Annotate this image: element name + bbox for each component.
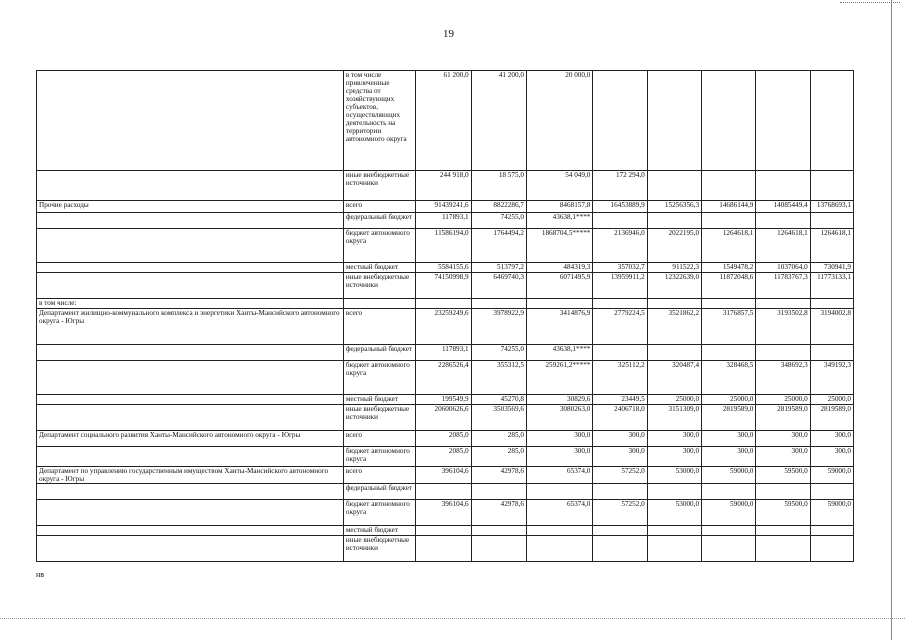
value-cell: 199549,9 (416, 395, 471, 405)
value-cell (471, 299, 526, 309)
row-department-cell (37, 229, 344, 263)
table-row (37, 201, 854, 213)
value-cell: 2085,0 (416, 431, 471, 447)
value-cell: 172 294,0 (593, 171, 647, 201)
value-cell: 300,0 (702, 447, 756, 467)
table-row (37, 213, 854, 229)
value-cell: 348692,3 (756, 361, 810, 395)
value-cell (647, 299, 701, 309)
value-cell: 43638,1**** (526, 213, 592, 229)
value-cell: 59000,0 (702, 467, 756, 484)
row-source-cell: федеральный бюджет (343, 213, 415, 229)
value-cell (647, 213, 701, 229)
value-cell: 91439241,6 (416, 201, 471, 213)
table-row (37, 71, 854, 171)
value-cell: 25000,0 (756, 395, 810, 405)
row-department-cell (37, 484, 344, 500)
value-cell: 2819589,0 (810, 405, 853, 431)
value-cell: 300,0 (756, 431, 810, 447)
row-source-cell: иные внебюджетные источники (343, 536, 415, 562)
value-cell: 11872048,6 (702, 273, 756, 299)
value-cell: 54 049,0 (526, 171, 592, 201)
value-cell (702, 213, 756, 229)
value-cell: 513797,2 (471, 263, 526, 273)
value-cell (810, 71, 853, 171)
value-cell: 349192,3 (810, 361, 853, 395)
row-source-cell: местный бюджет (343, 263, 415, 273)
value-cell: 1764494,2 (471, 229, 526, 263)
value-cell: 259261,2***** (526, 361, 592, 395)
value-cell: 484319,3 (526, 263, 592, 273)
row-department-cell (37, 213, 344, 229)
value-cell: 23449,5 (593, 395, 647, 405)
value-cell: 20 000,0 (526, 71, 592, 171)
value-cell: 117893,1 (416, 345, 471, 361)
table-row (37, 309, 854, 345)
value-cell: 285,0 (471, 431, 526, 447)
value-cell: 8468157,8 (526, 201, 592, 213)
value-cell: 65374,0 (526, 500, 592, 526)
value-cell: 14686144,9 (702, 201, 756, 213)
value-cell: 61 200,0 (416, 71, 471, 171)
value-cell: 325112,2 (593, 361, 647, 395)
row-source-cell: федеральный бюджет (343, 345, 415, 361)
value-cell (702, 484, 756, 500)
value-cell: 1264618,1 (810, 229, 853, 263)
table-row (37, 526, 854, 536)
value-cell (810, 299, 853, 309)
value-cell (756, 299, 810, 309)
value-cell: 300,0 (756, 447, 810, 467)
table-row (37, 484, 854, 500)
value-cell (756, 345, 810, 361)
value-cell: 911522,3 (647, 263, 701, 273)
row-department-cell (37, 405, 344, 431)
value-cell: 1264618,1 (702, 229, 756, 263)
value-cell: 396104,6 (416, 467, 471, 484)
page-number: 19 (443, 28, 454, 40)
value-cell: 2819589,0 (756, 405, 810, 431)
value-cell (593, 71, 647, 171)
row-source-cell: всего (343, 467, 415, 484)
table-row (37, 447, 854, 467)
value-cell: 25000,0 (647, 395, 701, 405)
value-cell: 11783767,3 (756, 273, 810, 299)
table-row (37, 361, 854, 395)
row-source-cell: бюджет автономного округа (343, 500, 415, 526)
value-cell: 11586194,0 (416, 229, 471, 263)
value-cell: 1037064,0 (756, 263, 810, 273)
value-cell (756, 71, 810, 171)
value-cell (593, 345, 647, 361)
value-cell: 5584155,6 (416, 263, 471, 273)
value-cell: 2406718,0 (593, 405, 647, 431)
value-cell: 300,0 (526, 447, 592, 467)
table-row (37, 263, 854, 273)
value-cell: 53000,0 (647, 500, 701, 526)
value-cell: 13768693,1 (810, 201, 853, 213)
value-cell: 41 200,0 (471, 71, 526, 171)
value-cell (416, 484, 471, 500)
value-cell: 3521862,2 (647, 309, 701, 345)
value-cell: 3978922,9 (471, 309, 526, 345)
value-cell (593, 526, 647, 536)
value-cell (526, 536, 592, 562)
value-cell: 16453889,9 (593, 201, 647, 213)
value-cell: 1868704,5***** (526, 229, 592, 263)
value-cell: 12322639,0 (647, 273, 701, 299)
row-source-cell: иные внебюджетные источники (343, 405, 415, 431)
value-cell (647, 484, 701, 500)
value-cell (593, 484, 647, 500)
value-cell: 244 918,0 (416, 171, 471, 201)
value-cell (647, 526, 701, 536)
value-cell: 3151309,0 (647, 405, 701, 431)
value-cell (702, 171, 756, 201)
value-cell: 1264618,1 (756, 229, 810, 263)
value-cell (810, 213, 853, 229)
value-cell: 15256356,3 (647, 201, 701, 213)
row-source-cell: всего (343, 309, 415, 345)
value-cell: 300,0 (526, 431, 592, 447)
row-department-cell (37, 536, 344, 562)
value-cell (702, 345, 756, 361)
value-cell (756, 526, 810, 536)
row-department-cell (37, 361, 344, 395)
value-cell (810, 345, 853, 361)
value-cell (593, 299, 647, 309)
value-cell: 6071495,9 (526, 273, 592, 299)
value-cell: 20600626,6 (416, 405, 471, 431)
value-cell: 14085449,4 (756, 201, 810, 213)
value-cell: 357032,7 (593, 263, 647, 273)
value-cell: 320487,4 (647, 361, 701, 395)
row-department-cell (37, 345, 344, 361)
value-cell: 59000,0 (810, 467, 853, 484)
value-cell (647, 536, 701, 562)
table-row (37, 299, 854, 309)
value-cell (756, 213, 810, 229)
value-cell: 300,0 (702, 431, 756, 447)
value-cell (647, 171, 701, 201)
value-cell: 3194002,8 (810, 309, 853, 345)
value-cell: 1549478,2 (702, 263, 756, 273)
value-cell: 117893,1 (416, 213, 471, 229)
table-row (37, 500, 854, 526)
value-cell (526, 299, 592, 309)
row-department-cell: Департамент социального развития Ханты-Мансийского автономного округа - Югры (37, 431, 344, 447)
footer-mark: нв (36, 570, 45, 579)
value-cell: 11773133,1 (810, 273, 853, 299)
table-body (37, 71, 854, 562)
row-source-cell: бюджет автономного округа (343, 229, 415, 263)
value-cell: 59000,0 (702, 500, 756, 526)
value-cell: 328468,5 (702, 361, 756, 395)
value-cell (526, 484, 592, 500)
value-cell: 43638,1**** (526, 345, 592, 361)
row-source-cell: всего (343, 431, 415, 447)
row-department-cell (37, 447, 344, 467)
table-row (37, 229, 854, 263)
row-department-cell (37, 71, 344, 171)
value-cell: 65374,0 (526, 467, 592, 484)
value-cell: 2085,0 (416, 447, 471, 467)
row-department-cell: Департамент жилищно-коммунального комплекса и энергетики Ханты-Мансийского автономного округа - Югры (37, 309, 344, 345)
value-cell: 57252,0 (593, 500, 647, 526)
value-cell: 300,0 (593, 447, 647, 467)
value-cell (810, 484, 853, 500)
value-cell: 300,0 (647, 447, 701, 467)
value-cell: 300,0 (810, 431, 853, 447)
row-source-cell: бюджет автономного округа (343, 447, 415, 467)
row-source-cell: местный бюджет (343, 526, 415, 536)
value-cell (756, 484, 810, 500)
value-cell: 2779224,5 (593, 309, 647, 345)
value-cell: 8822286,7 (471, 201, 526, 213)
value-cell: 53000,0 (647, 467, 701, 484)
table-row (37, 345, 854, 361)
row-source-cell: иные внебюджетные источники (343, 273, 415, 299)
value-cell: 25000,0 (810, 395, 853, 405)
row-department-cell: в том числе: (37, 299, 344, 309)
row-source-cell: местный бюджет (343, 395, 415, 405)
table-row (37, 431, 854, 447)
row-department-cell (37, 395, 344, 405)
row-source-cell: в том числе привлеченные средства от хозяйствующих субъектов, осуществляющих деятельность на территории автономного округа (343, 71, 415, 171)
row-department-cell (37, 526, 344, 536)
value-cell: 300,0 (593, 431, 647, 447)
value-cell (702, 536, 756, 562)
table-row (37, 405, 854, 431)
value-cell: 2136946,0 (593, 229, 647, 263)
table-row (37, 273, 854, 299)
value-cell (416, 526, 471, 536)
value-cell: 3503569,6 (471, 405, 526, 431)
scan-noise-line (0, 618, 905, 619)
value-cell: 42978,6 (471, 467, 526, 484)
row-department-cell (37, 263, 344, 273)
value-cell: 74255,0 (471, 345, 526, 361)
value-cell: 285,0 (471, 447, 526, 467)
row-department-cell (37, 500, 344, 526)
budget-table (36, 70, 854, 562)
row-source-cell: всего (343, 201, 415, 213)
scan-edge-line (891, 0, 892, 640)
value-cell (471, 484, 526, 500)
value-cell (471, 526, 526, 536)
value-cell (593, 213, 647, 229)
value-cell: 730941,9 (810, 263, 853, 273)
value-cell: 355312,5 (471, 361, 526, 395)
value-cell (647, 71, 701, 171)
value-cell: 300,0 (810, 447, 853, 467)
row-source-cell: бюджет автономного округа (343, 361, 415, 395)
row-source-cell: федеральный бюджет (343, 484, 415, 500)
value-cell: 74150998,9 (416, 273, 471, 299)
value-cell: 396104,6 (416, 500, 471, 526)
value-cell (756, 536, 810, 562)
table-row (37, 536, 854, 562)
row-department-cell: Департамент по управлению государственным имуществом Ханты-Мансийского автономного округа - Югры (37, 467, 344, 484)
value-cell (416, 299, 471, 309)
table-row (37, 171, 854, 201)
value-cell: 6469740,3 (471, 273, 526, 299)
value-cell: 42978,6 (471, 500, 526, 526)
row-source-cell (343, 299, 415, 309)
value-cell (526, 526, 592, 536)
value-cell (810, 171, 853, 201)
value-cell: 2022195,0 (647, 229, 701, 263)
value-cell: 74255,0 (471, 213, 526, 229)
value-cell: 57252,0 (593, 467, 647, 484)
value-cell (702, 526, 756, 536)
row-department-cell (37, 273, 344, 299)
value-cell (756, 171, 810, 201)
value-cell: 25000,0 (702, 395, 756, 405)
value-cell: 45270,8 (471, 395, 526, 405)
value-cell: 3176857,5 (702, 309, 756, 345)
table-row (37, 467, 854, 484)
value-cell (647, 345, 701, 361)
row-source-cell: иные внебюджетные источники (343, 171, 415, 201)
value-cell: 23259249,6 (416, 309, 471, 345)
value-cell (810, 536, 853, 562)
value-cell: 18 575,0 (471, 171, 526, 201)
value-cell: 300,0 (647, 431, 701, 447)
value-cell: 30829,6 (526, 395, 592, 405)
row-department-cell: Прочие расходы (37, 201, 344, 213)
row-department-cell (37, 171, 344, 201)
value-cell (471, 536, 526, 562)
value-cell: 3414876,9 (526, 309, 592, 345)
value-cell: 3080263,0 (526, 405, 592, 431)
value-cell: 2286526,4 (416, 361, 471, 395)
value-cell: 13959911,2 (593, 273, 647, 299)
value-cell (416, 536, 471, 562)
value-cell (593, 536, 647, 562)
value-cell (702, 299, 756, 309)
value-cell (810, 526, 853, 536)
value-cell: 59000,0 (810, 500, 853, 526)
value-cell: 59500,0 (756, 467, 810, 484)
table-row (37, 395, 854, 405)
value-cell (702, 71, 756, 171)
value-cell: 3193502,8 (756, 309, 810, 345)
value-cell: 59500,0 (756, 500, 810, 526)
value-cell: 2819589,0 (702, 405, 756, 431)
